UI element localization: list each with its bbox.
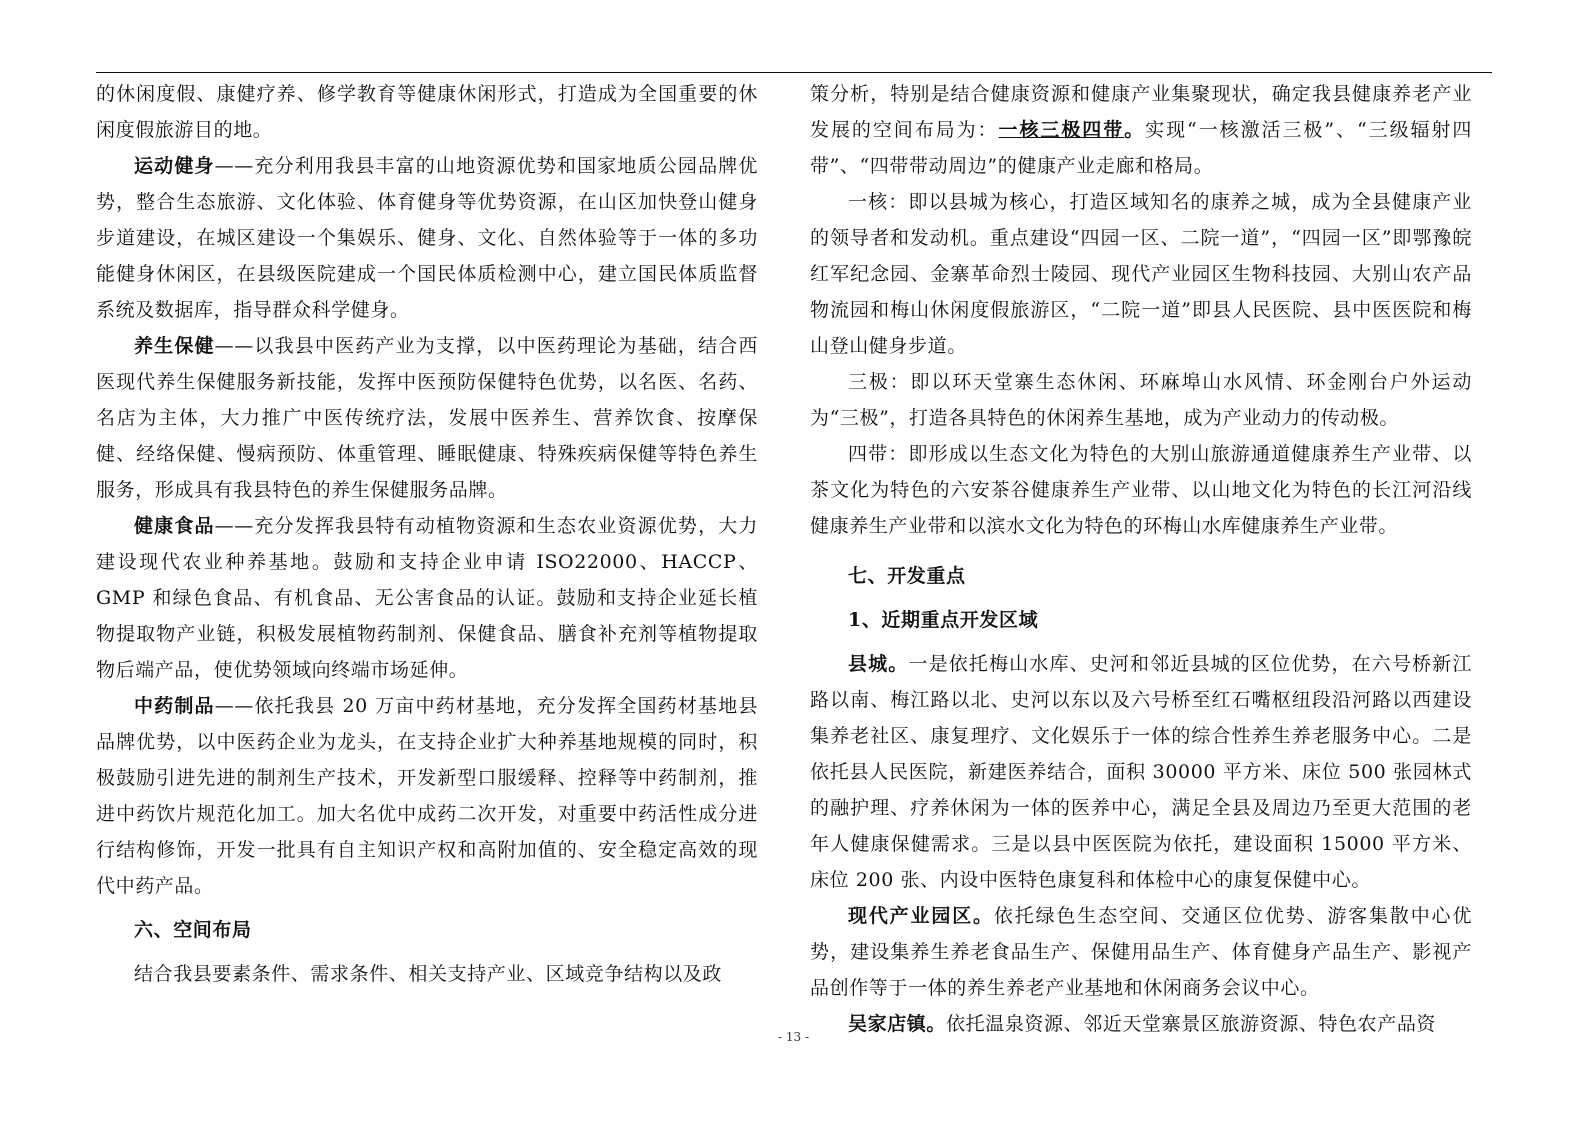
paragraph-text: 一核：即以县城为核心，打造区域知名的康养之城，成为全县健康产业的领导者和发动机。重点建设“四园一区、二院一道”，“四园一区”即鄂豫皖红军纪念园、金寨革命烈士陵园、现代产业园区生物科技园、大别山农产品物流园和梅山休闲度假旅游区，“二院一道”即县人民医院、县中医医院和梅山登山健身步道。 xyxy=(810,191,1472,357)
paragraph-layout-summary xyxy=(810,76,1472,184)
paragraph-text: 依托温泉资源、邻近天堂寨景区旅游资源、特色农产品资 xyxy=(946,1013,1437,1035)
paragraph-text: ——依托我县 20 万亩中药材基地，充分发挥全国药材基地县品牌优势，以中医药企业为龙头，在支持企业扩大种养基地规模的同时，积极鼓励引进先进的制剂生产技术，开发新型口服缓释、控释等中药制剂，推进中药饮片规范化加工。加大名优中成药二次开发，对重要中药活性成分进行结构修饰，开发一批具有自主知识产权和高附加值的、安全稳定高效的现代中药产品。 xyxy=(96,695,758,897)
paragraph-text: 三极：即以环天堂寨生态休闲、环麻埠山水风情、环金刚台户外运动为“三极”，打造各具特色的休闲养生基地，成为产业动力的传动极。 xyxy=(810,371,1472,429)
paragraph-spatial-intro xyxy=(96,956,758,992)
paragraph-heading: 中药制品 xyxy=(134,695,215,717)
paragraph-heading: 运动健身 xyxy=(134,155,215,177)
paragraph-heading: 养生保健 xyxy=(134,335,215,357)
paragraph-leisure xyxy=(96,76,758,148)
key-phrase-period: 。 xyxy=(1124,119,1146,141)
paragraph-text: 四带：即形成以生态文化为特色的大别山旅游通道健康养生产业带、以茶文化为特色的六安茶谷健康养生产业带、以山地文化为特色的长江河沿线健康养生产业带和以滨水文化为特色的环梅山水库健康养生产业带。 xyxy=(810,443,1472,537)
paragraph-heading: 吴家店镇。 xyxy=(848,1013,947,1035)
paragraph-three-poles xyxy=(810,364,1472,436)
paragraph-tcm-products xyxy=(96,688,758,904)
page-number: - 13 - xyxy=(777,1030,809,1044)
paragraph-text: ——充分发挥我县特有动植物资源和生态农业资源优势，大力建设现代农业种养基地。鼓励和支持企业申请 ISO22000、HACCP、GMP 和绿色食品、有机食品、无公害食品的认证。鼓励和支持企业延长植物提取物产业链，积极发展植物药制剂、保健食品、膳食补充剂等植物提取物后端产品，使优势领域向终端市场延伸。 xyxy=(96,515,759,681)
paragraph-one-core xyxy=(810,184,1472,364)
right-column xyxy=(810,76,1472,1042)
paragraph-four-belts xyxy=(810,436,1472,544)
subsection-heading-near-term-areas: 1、近期重点开发区域 xyxy=(848,609,1039,631)
section-heading-development-focus: 七、开发重点 xyxy=(848,565,966,587)
paragraph-heading: 现代产业园区。 xyxy=(848,905,994,927)
header-rule xyxy=(96,72,1492,73)
paragraph-heading: 健康食品 xyxy=(134,515,215,537)
left-column xyxy=(96,76,758,992)
paragraph-text: ——充分利用我县丰富的山地资源优势和国家地质公园品牌优势，整合生态旅游、文化体验、体育健身等优势资源，在山区加快登山健身步道建设，在城区建设一个集娱乐、健身、文化、自然体验等于一体的多功能健身休闲区，在县级医院建成一个国民体质检测中心，建立国民体质监督系统及数据库，指导群众科学健身。 xyxy=(96,155,759,321)
paragraph-heading: 县城。 xyxy=(848,653,909,675)
paragraph-text: 依托绿色生态空间、交通区位优势、游客集散中心优势，建设集养生养老食品生产、保健用品生产、体育健身产品生产、影视产品创作等于一体的养生养老产业基地和休闲商务会议中心。 xyxy=(810,905,1472,999)
paragraph-text: 一是依托梅山水库、史河和邻近县城的区位优势，在六号桥新江路以南、梅江路以北、史河以东以及六号桥至红石嘴枢纽段沿河路以西建设集养老社区、康复理疗、文化娱乐于一体的综合性养生养老服务中心。二是依托县人民医院，新建医养结合，面积 30000 平方米、床位 500 张园林式的融护理、疗养休闲为一体的医养中心，满足全县及周边乃至更大范围的老年人健康保健需求。三是以县中医医院为依托，建设面积 15000 平方米、床位 200 张、内设中医特色康复科和体检中心的康复保健中心。 xyxy=(810,653,1472,891)
key-phrase: 一核三极四带 xyxy=(998,119,1125,141)
paragraph-industrial-park xyxy=(810,898,1472,1006)
paragraph-health-care xyxy=(96,328,758,508)
paragraph-text: 策分析，特别是结合健康资源和健康产业集聚现状，确定我县健康养老产业发展的空间布局为： xyxy=(810,83,1472,141)
paragraph-text: 实现“一核激活三极”、“三级辐射四带”、“四带带动周边”的健康产业走廊和格局。 xyxy=(810,119,1472,177)
paragraph-county-town xyxy=(810,646,1472,898)
paragraph-text: ——以我县中医药产业为支撑，以中医药理论为基础，结合西医现代养生保健服务新技能，发挥中医预防保健特色优势，以名医、名药、名店为主体，大力推广中医传统疗法，发展中医养生、营养饮食、按摩保健、经络保健、慢病预防、体重管理、睡眠健康、特殊疾病保健等特色养生服务，形成具有我县特色的养生保健服务品牌。 xyxy=(96,335,759,501)
paragraph-health-food xyxy=(96,508,758,688)
paragraph-sports-fitness xyxy=(96,148,758,328)
paragraph-text: 的休闲度假、康健疗养、修学教育等健康休闲形式，打造成为全国重要的休闲度假旅游目的地。 xyxy=(96,83,758,141)
paragraph-text: 结合我县要素条件、需求条件、相关支持产业、区域竞争结构以及政 xyxy=(134,963,723,985)
section-heading-spatial-layout: 六、空间布局 xyxy=(134,919,252,941)
